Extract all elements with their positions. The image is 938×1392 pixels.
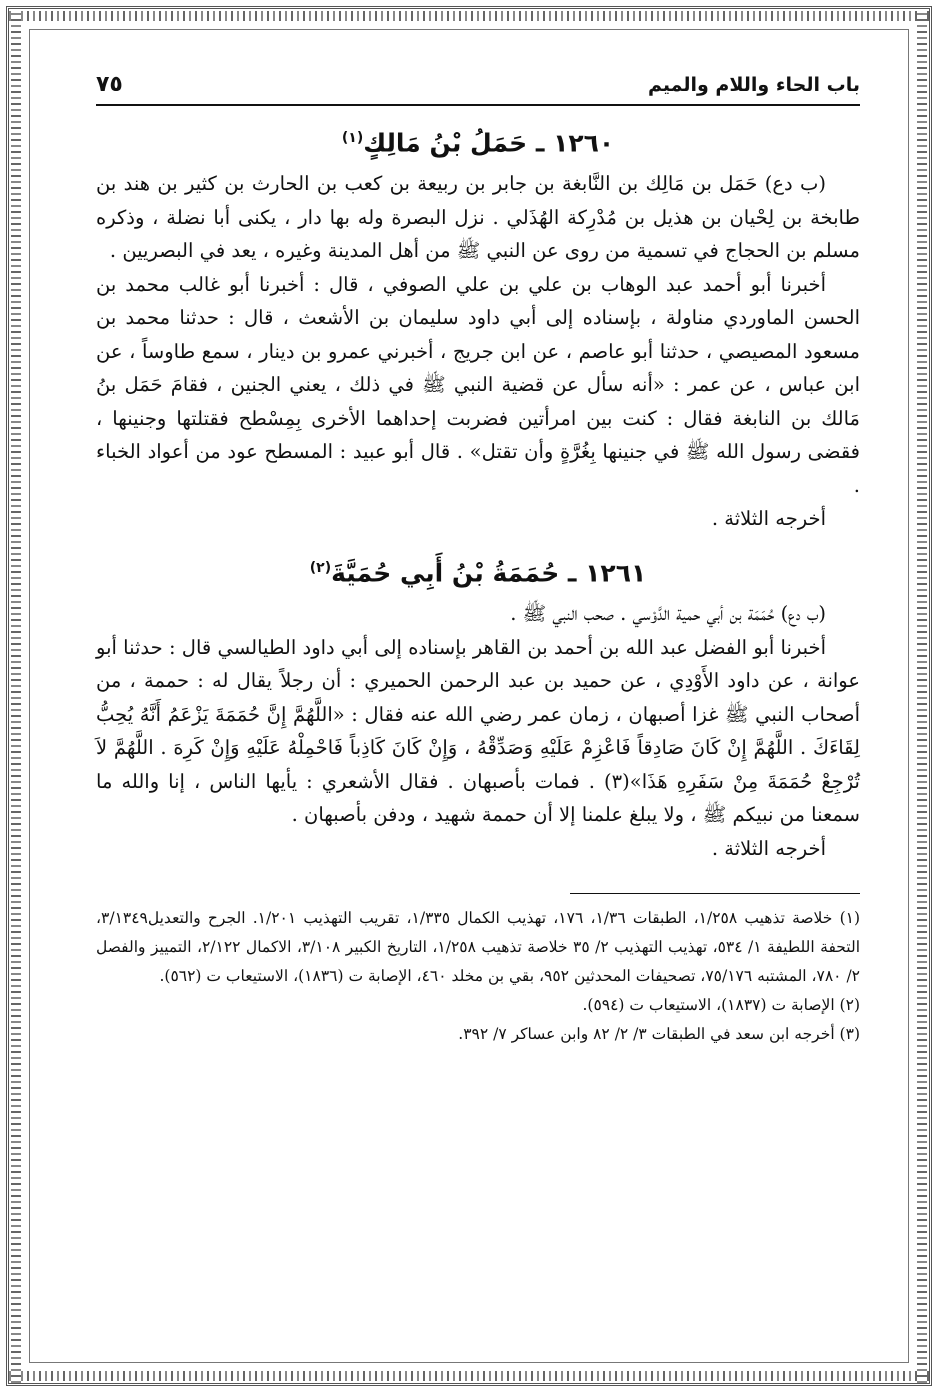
entry-paragraph: أخرجه الثلاثة . bbox=[711, 507, 826, 531]
entry-title bbox=[96, 550, 860, 591]
border-strip-right bbox=[917, 9, 927, 1383]
footnote-ref[interactable]: (١) bbox=[341, 130, 364, 146]
footnote: (١) خلاصة تذهيب ١/٢٥٨، الطبقات ١/٣٦، ١٧٦، تهذيب الكمال ١/٣٣٥، تقريب التهذيب ١/٢٠١. الجرح والتعديل٣/١٣٤٩، التحفة اللطيفة ١/ ٥٣٤، تهذيب التهذيب ٢/ ٣٥ خلاصة تذهيب ١/٢٥٨، التاريخ الكبير ٣/١٠٨، الاكمال ٢/١٢٢، التمييز والفصل ٢/ ٧٨٠، المشتبه ٧٥/١٧٦، تصحيفات المحدثين ٩٥٢، بقي بن مخلد ٤٦٠، الإصابة ت (١٨٣٦)، الاستيعاب ت (٥٦٢). bbox=[96, 909, 861, 986]
footnote: (٣) أخرجه ابن سعد في الطبقات ٣/ ٢/ ٨٢ وابن عساكر ٧/ ٣٩٢. bbox=[458, 1025, 860, 1044]
page bbox=[96, 70, 860, 1340]
footnote-separator bbox=[570, 893, 860, 894]
entry-paragraph: أخبرنا أبو الفضل عبد الله بن أحمد بن القاهر بإسناده إلى أبي داود الطيالسي قال : حدثنا أبو عوانة ، عن داود الأَوْدِي ، عن حميد بن عبد الرحمن الحميري : أن رجلاً يقال له : حممة ، من أصحاب النبي ﷺ غزا أصبهان ، زمان عمر رضي الله عنه فقال : «اللَّهُمَّ إِنَّ حُمَمَةَ يَزْعَمُ أَنَّهُ يُحِبُّ لِقَاءَكَ . اللَّهُمَّ إِنْ كَانَ صَادِقاً فَاعْزِمْ عَلَيْهِ وَصَدِّقْهُ ، وَإِنْ كَانَ كَاذِباً فَاحْمِلْهُ عَلَيْهِ وَإِنْ كَرِهَ . اللَّهُمَّ لاَ تُرْجِعْ حُمَمَةَ مِنْ سَفَرِهِ هَذَا»(٣) . فمات بأصبهان . فقال الأشعري : يأيها الناس ، إنا والله ما سمعنا من نبيكم ﷺ ، ولا يبلغ علمنا إلا أن حممة شهيد ، ودفن بأصبهان . bbox=[96, 635, 860, 827]
page-header bbox=[96, 70, 860, 106]
border-strip-top bbox=[9, 11, 929, 21]
border-strip-bottom bbox=[9, 1371, 929, 1381]
running-title: باب الحاء واللام والميم bbox=[647, 74, 860, 96]
entry-title-text: ١٢٦٠ ـ حَمَلُ بْنُ مَالِكٍ bbox=[363, 128, 615, 158]
entry-paragraph: (ب دع) حُمَمَة بن أبي حمية الدَّوْسي . صحب النبي ﷺ . bbox=[510, 602, 826, 626]
entry-paragraph: (ب دع) حَمَل بن مَالِك بن النَّابغة بن جابر بن ربيعة بن كعب بن الحارث بن كثير بن هند بن طابخة بن لِحْيان بن هذيل بن مُدْرِكة الهُذَلي . نزل البصرة وله بها دار ، يكنى أبا نضلة ، وذكره مسلم بن الحجاج في تسمية من روى عن النبي ﷺ من أهل المدينة وغيره ، يعد في البصريين . bbox=[96, 172, 860, 263]
entry-1261 bbox=[96, 550, 860, 865]
footnote-ref[interactable]: (٢) bbox=[309, 559, 332, 576]
page-number: ٧٥ bbox=[96, 72, 123, 97]
entry-paragraph: أخبرنا أبو أحمد عبد الوهاب بن علي بن علي الصوفي ، قال : أخبرنا أبو غالب محمد بن الحسن الماوردي مناولة ، بإسناده إلى أبي داود سليمان بن الأشعث ، قال : حدثنا محمد بن مسعود المصيصي ، حدثنا أبو عاصم ، عن ابن جريج ، أخبرني عمرو بن دينار ، سمع طاوساً ، عن ابن عباس ، عن عمر : «أنه سأل عن قضية النبي ﷺ في ذلك ، يعني الجنين ، فقامَ حَمَل بنُ مَالك بن النابغة فقال : كنت بين امرأتين فضربت إحداهما الأخرى بِمِسْطح فقتلتها وجنينها ، فقضى رسول الله ﷺ في جنينها بِغُرَّةٍ وأن تقتل» . قال أبو عبيد : المسطح عود من أعواد الخباء . bbox=[96, 272, 860, 497]
border-strip-left bbox=[11, 9, 21, 1383]
entry-title-text: ١٢٦١ ـ حُمَمَةُ بْنُ أَبِي حُمَيَّةَ bbox=[331, 558, 647, 588]
entry-1260 bbox=[96, 120, 860, 536]
footnote: (٢) الإصابة ت (١٨٣٧)، الاستيعاب ت (٥٩٤). bbox=[582, 996, 860, 1015]
footnotes bbox=[96, 904, 860, 1049]
entry-paragraph: أخرجه الثلاثة . bbox=[711, 836, 826, 860]
entry-title bbox=[96, 120, 860, 161]
